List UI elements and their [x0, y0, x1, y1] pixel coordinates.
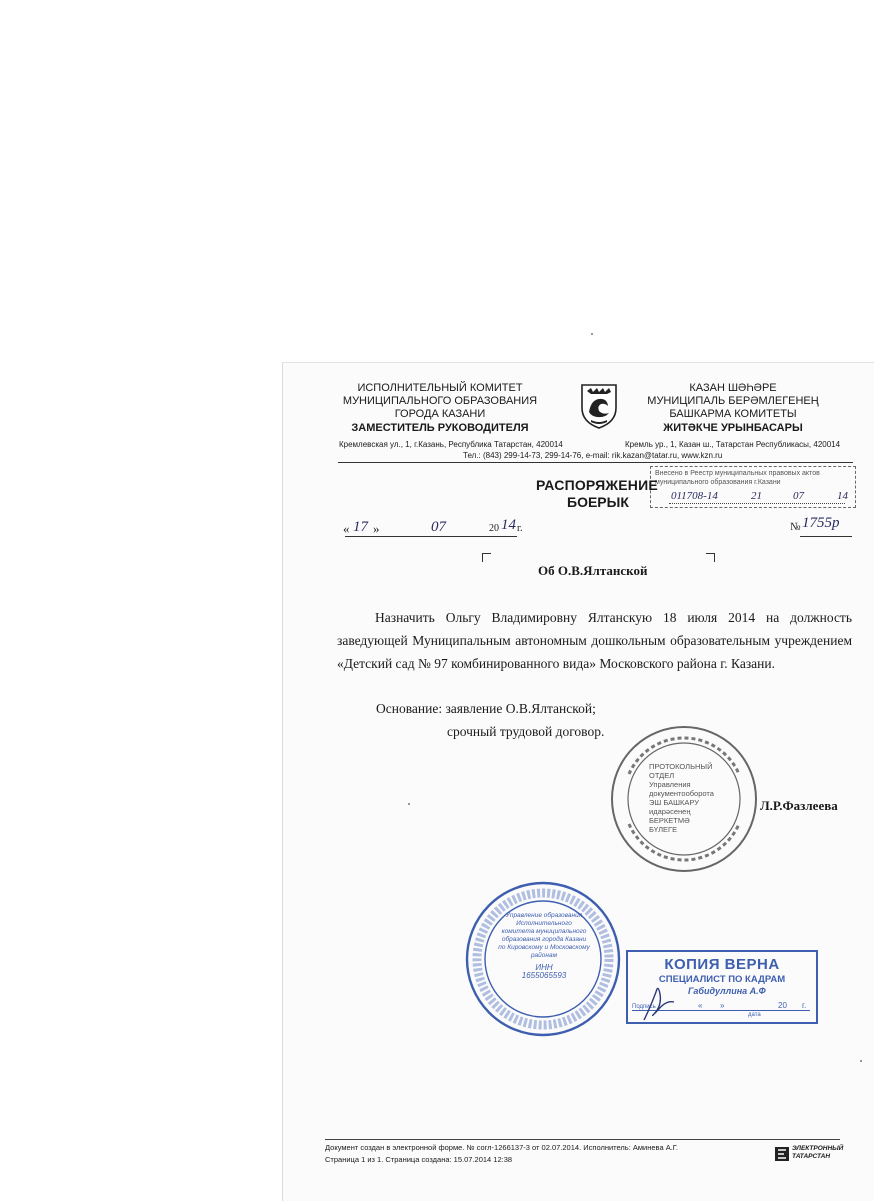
- date-year-prefix: 20: [489, 523, 499, 534]
- doc-type-ru: РАСПОРЯЖЕНИЕ: [536, 477, 658, 493]
- doc-number-underline: [800, 536, 852, 537]
- electronic-tatarstan-icon: [774, 1146, 790, 1162]
- date-close-quote: »: [373, 521, 380, 536]
- protocol-stamp-line5: ЭШ БАШКАРУ: [649, 798, 699, 807]
- date-year: 14: [501, 517, 516, 533]
- date-underline: [345, 536, 517, 537]
- basis-label: Основание: заявление О.В.Ялтанской;: [376, 701, 596, 716]
- header-left-title: ЗАМЕСТИТЕЛЬ РУКОВОДИТЕЛЯ: [351, 422, 529, 434]
- copy-stamp-sign-label: Подпись: [632, 1004, 656, 1010]
- registry-stamp: [650, 466, 856, 508]
- protocol-stamp-line2: ОТДЕЛ: [649, 771, 675, 780]
- header-left-line2: МУНИЦИПАЛЬНОГО ОБРАЗОВАНИЯ: [342, 395, 538, 407]
- subject-bracket-left: [482, 553, 491, 562]
- round-stamp-line3: комитета муниципального: [501, 928, 587, 935]
- scan-speck: [860, 1060, 862, 1062]
- header-left-line3: ГОРОДА КАЗАНИ: [394, 408, 486, 420]
- date-line: [343, 519, 523, 539]
- registry-underline: [669, 503, 845, 504]
- header-right-line1: КАЗАН ШӘҺӘРЕ: [689, 382, 777, 394]
- signature-name: Л.Р.Фазлеева: [760, 798, 838, 813]
- date-suffix: г.: [517, 523, 523, 534]
- header-divider: [338, 462, 853, 463]
- protocol-stamp-line8: БҮЛЕГЕ: [649, 825, 678, 834]
- address-right: Кремль ур., 1, Казан ш., Татарстан Республикасы, 420014: [625, 440, 841, 449]
- protocol-stamp-line4: документооборота: [649, 789, 714, 798]
- registry-day: 21: [751, 490, 762, 502]
- protocol-stamp-line1: ПРОТОКОЛЬНЫЙ: [649, 762, 713, 771]
- address-left: Кремлевская ул., 1, г.Казань, Республика Татарстан, 420014: [339, 440, 563, 449]
- copy-stamp-date-open: «: [698, 1001, 703, 1010]
- header-left-line1: ИСПОЛНИТЕЛЬНЫЙ КОМИТЕТ: [357, 382, 523, 394]
- copy-stamp-title: КОПИЯ ВЕРНА: [664, 956, 780, 973]
- round-stamp-inn: 1655065593: [521, 971, 567, 980]
- date-open-quote: «: [343, 521, 350, 536]
- footer-line2: Страница 1 из 1. Страница создана: 15.07.2014 12:38: [325, 1155, 513, 1164]
- subject-title: Об О.В.Ялтанской: [538, 563, 648, 578]
- round-stamp-line6: районам: [530, 952, 558, 959]
- header-right: [633, 382, 833, 435]
- protocol-stamp-line7: БЕРКЕТМӘ: [649, 816, 690, 825]
- header-left: [340, 382, 540, 435]
- doc-number-label: №: [790, 521, 801, 533]
- copy-stamp-position: СПЕЦИАЛИСТ ПО КАДРАМ: [658, 974, 786, 985]
- round-stamp-inn-label: ИНН: [535, 963, 553, 972]
- registry-number: 011708-14: [671, 490, 718, 502]
- registry-stamp-line1: Внесено в Реестр муниципальных правовых актов: [655, 470, 820, 477]
- contacts-line: Тел.: (843) 299-14-73, 299-14-76, e-mail: rik.kazan@tatar.ru, www.kzn.ru: [463, 451, 723, 460]
- protocol-department-stamp: [609, 724, 759, 874]
- logo-bottom-text: ТАТАРСТАН: [792, 1153, 831, 1160]
- registry-stamp-line2: муниципального образования г.Казани: [655, 479, 781, 486]
- round-stamp-line1: Управление образования: [505, 912, 583, 919]
- copy-stamp-year-prefix: 20: [778, 1001, 787, 1010]
- copy-stamp-year-suffix: г.: [802, 1001, 807, 1010]
- scan-speck: [408, 803, 410, 805]
- handwritten-signature: [640, 980, 680, 1024]
- header-right-line3: БАШКАРМА КОМИТЕТЫ: [669, 408, 797, 420]
- basis-second: срочный трудовой договор.: [447, 724, 605, 739]
- copy-stamp-date-close: »: [720, 1001, 725, 1010]
- header-right-title: ЖИТӘКЧЕ УРЫНБАСАРЫ: [663, 422, 803, 434]
- electronic-tatarstan-logo: [774, 1143, 844, 1165]
- coat-of-arms-emblem: [579, 382, 619, 430]
- round-stamp-line2: Исполнительного: [516, 920, 572, 927]
- registry-year: 14: [837, 490, 848, 502]
- registry-month: 07: [793, 490, 804, 502]
- copy-stamp-date-label: дата: [748, 1012, 761, 1018]
- footer-divider: [325, 1139, 840, 1140]
- protocol-stamp-line6: идарәсенең: [649, 807, 691, 816]
- protocol-stamp-line3: Управления: [649, 780, 691, 789]
- copy-stamp-name: Габидуллина А.Ф: [688, 986, 766, 996]
- date-day: 17: [353, 519, 368, 535]
- body-paragraph: Назначить Ольгу Владимировну Ялтанскую 18 июля 2014 на должность заведующей Муниципальным автономным дошкольным образовательным учреждением «Детский сад № 97 комбинированного вида» Московского района г. Казани.: [337, 610, 852, 671]
- footer-line1: Документ создан в электронной форме. № согл-1266137-3 от 02.07.2014. Исполнитель: Аминева А.Г.: [325, 1143, 679, 1152]
- education-department-round-stamp: [464, 880, 622, 1038]
- header-right-line2: МУНИЦИПАЛЬ БЕРӘМЛЕГЕНЕҢ: [647, 395, 819, 407]
- round-stamp-line5: по Кировскому и Московскому: [498, 944, 590, 951]
- date-month: 07: [431, 519, 446, 535]
- doc-number: 1755р: [802, 515, 840, 531]
- doc-type-tt: БОЕРЫК: [567, 494, 629, 510]
- logo-top-text: ЭЛЕКТРОННЫЙ: [792, 1145, 844, 1152]
- round-stamp-line4: образования города Казани: [501, 936, 587, 943]
- scan-speck: [591, 333, 593, 335]
- subject-bracket-right: [706, 553, 715, 562]
